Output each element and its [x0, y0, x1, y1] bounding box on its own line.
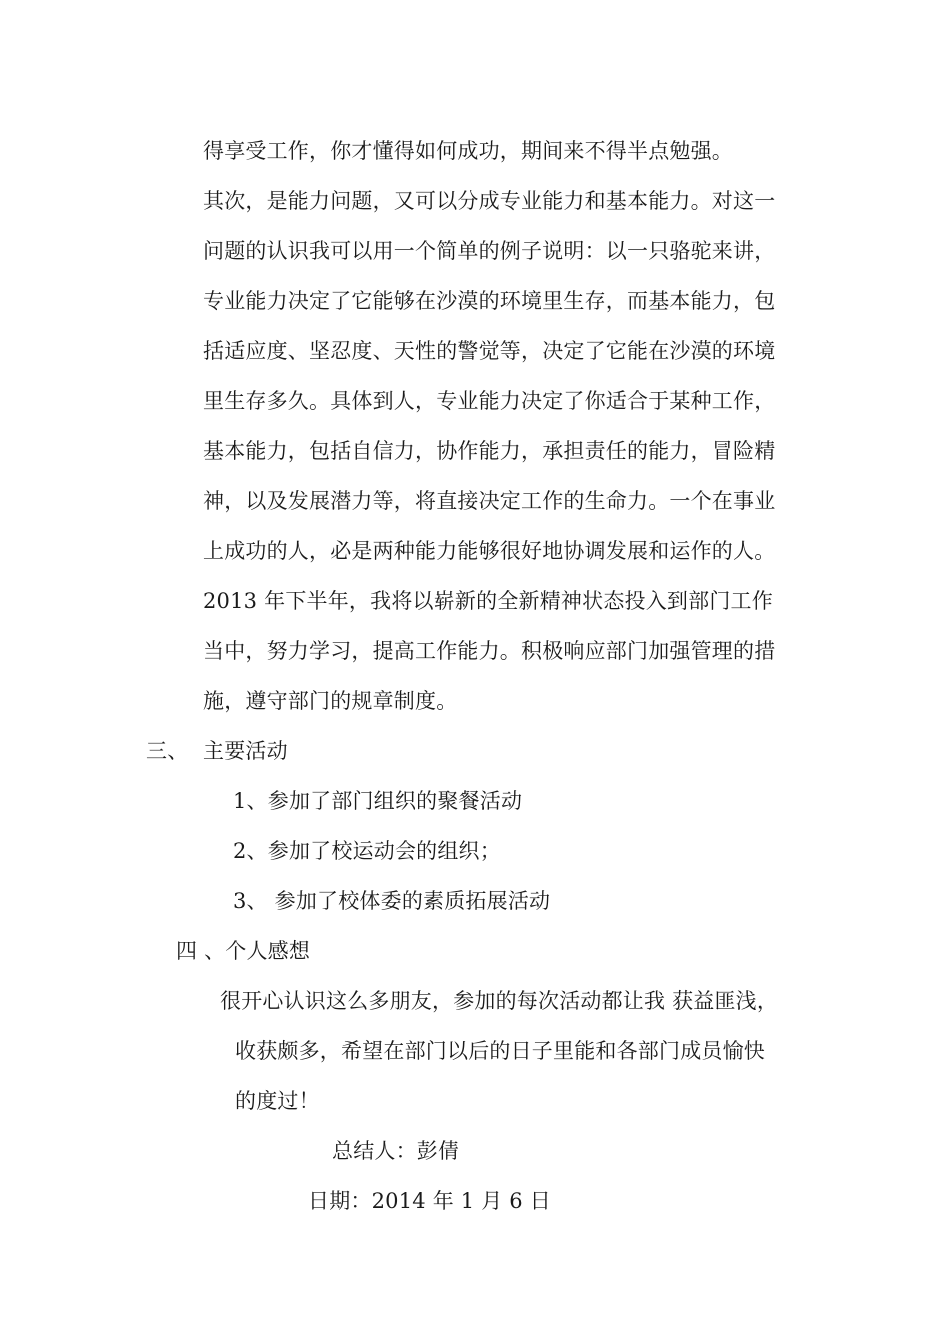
section4-heading: 四 、个人感想 [176, 939, 311, 963]
paragraph-line: 当中，努力学习，提高工作能力。积极响应部门加强管理的措 [203, 639, 776, 663]
reflection-line: 收获颇多，希望在部门以后的日子里能和各部门成员愉快 [235, 1039, 765, 1063]
author-signature: 总结人：彭倩 [332, 1139, 460, 1163]
list-item: 1、参加了部门组织的聚餐活动 [233, 789, 523, 813]
list-item: 2、参加了校运动会的组织； [233, 839, 501, 863]
paragraph-line: 括适应度、坚忍度、天性的警觉等，决定了它能在沙漠的环境 [203, 339, 776, 363]
paragraph-line: 神，以及发展潜力等，将直接决定工作的生命力。一个在事业 [203, 489, 776, 513]
paragraph-line: 得享受工作，你才懂得如何成功，期间来不得半点勉强。 [203, 139, 733, 163]
date-line: 日期：2014 年 1 月 6 日 [308, 1189, 551, 1213]
paragraph-line: 里生存多久。具体到人，专业能力决定了你适合于某种工作， [203, 389, 776, 413]
paragraph-line: 其次，是能力问题，又可以分成专业能力和基本能力。对这一 [203, 189, 776, 213]
reflection-line: 很开心认识这么多朋友，参加的每次活动都让我 获益匪浅， [220, 989, 779, 1013]
paragraph-line: 施，遵守部门的规章制度。 [203, 689, 458, 713]
paragraph-line: 上成功的人，必是两种能力能够很好地协调发展和运作的人。 [203, 539, 776, 563]
paragraph-line: 2013 年下半年，我将以崭新的全新精神状态投入到部门工作 [203, 589, 773, 613]
paragraph-line: 问题的认识我可以用一个简单的例子说明：以一只骆驼来讲， [203, 239, 776, 263]
list-item: 3、 参加了校体委的素质拓展活动 [233, 889, 551, 913]
section3-number: 三、 [146, 739, 189, 763]
section3-title: 主要活动 [203, 739, 288, 763]
reflection-line: 的度过！ [235, 1089, 320, 1113]
paragraph-line: 专业能力决定了它能够在沙漠的环境里生存，而基本能力，包 [203, 289, 776, 313]
paragraph-line: 基本能力，包括自信力，协作能力，承担责任的能力，冒险精 [203, 439, 776, 463]
